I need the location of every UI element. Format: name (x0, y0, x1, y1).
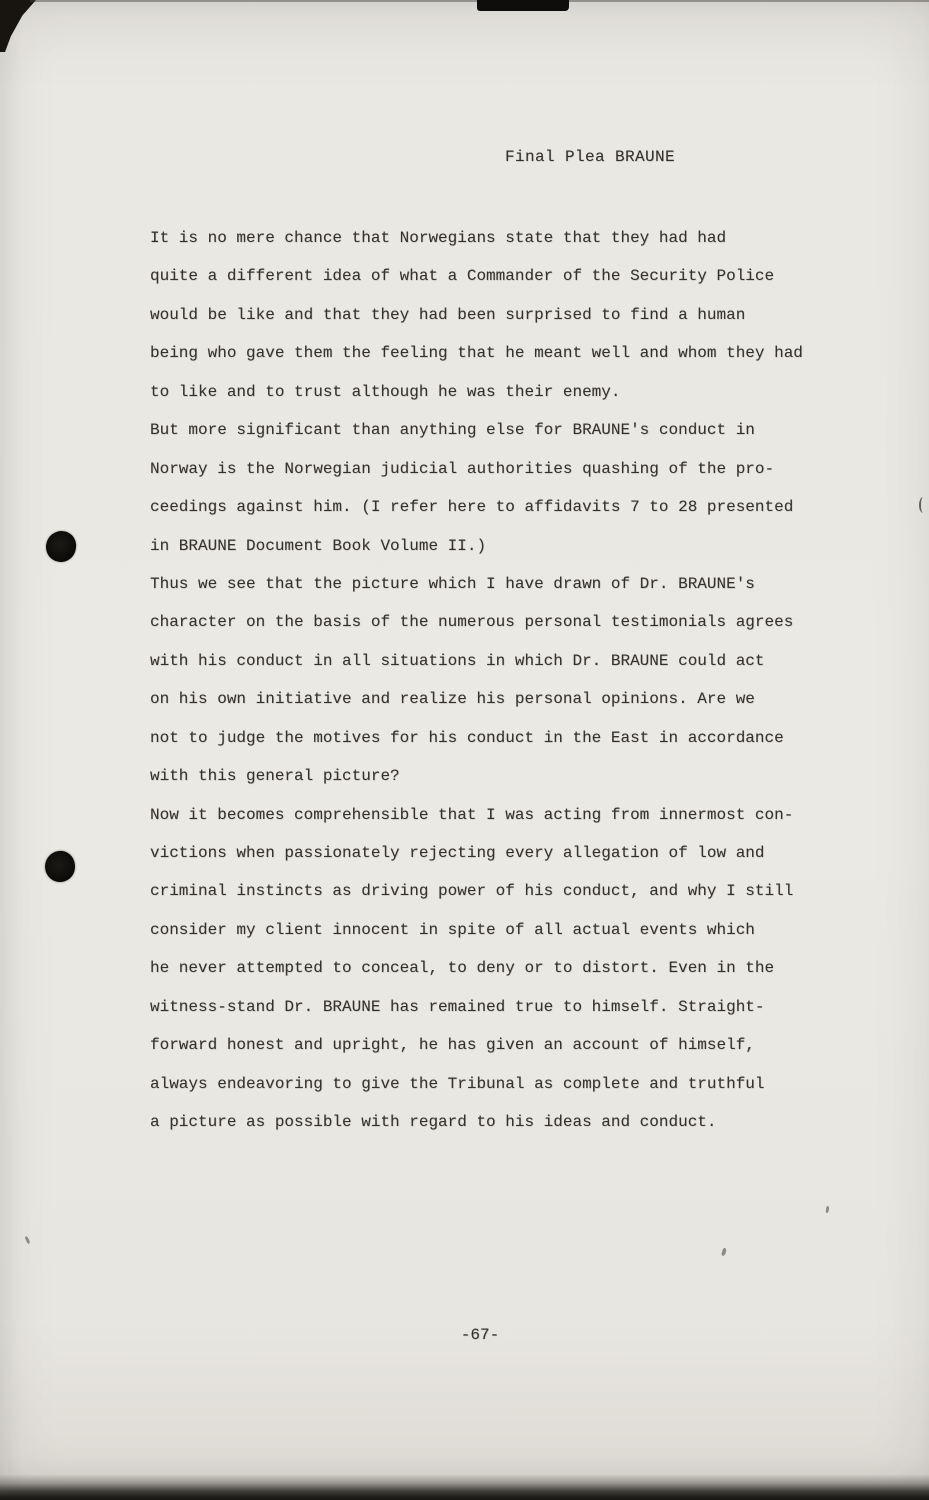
page-number: -67- (460, 1326, 500, 1344)
scan-artifact-top-left-corner (0, 0, 36, 52)
text-line: victions when passionately rejecting every allegation of low and (150, 844, 765, 862)
text-line: quite a different idea of what a Commander of the Security Police (150, 267, 775, 286)
text-line: not to judge the motives for his conduct in the East in accordance (150, 728, 784, 747)
text-line: witness-stand Dr. BRAUNE has remained true to himself. Straight- (150, 997, 765, 1016)
text-line: Now it becomes comprehensible that I was acting from innermost con- (150, 805, 794, 824)
hole-punch-top (44, 529, 78, 564)
text-line: to like and to trust although he was their enemy. (150, 382, 621, 401)
text-line: But more significant than anything else for BRAUNE's conduct in (150, 421, 755, 440)
text-line: he never attempted to conceal, to deny or to distort. Even in the (150, 959, 775, 978)
text-line: with his conduct in all situations in which Dr. BRAUNE could act (150, 651, 765, 670)
scan-speck (825, 1206, 829, 1213)
text-line: forward honest and upright, he has given an account of himself, (150, 1036, 755, 1055)
text-line: being who gave them the feeling that he meant well and whom they had (150, 344, 803, 363)
text-line: Thus we see that the picture which I have drawn of Dr. BRAUNE's (150, 574, 755, 593)
document-title: Final Plea BRAUNE (505, 148, 676, 166)
text-line: a picture as possible with regard to his ideas and conduct. (150, 1113, 717, 1132)
hole-punch-bottom (43, 850, 76, 884)
scan-artifact-top-center-bar (477, 0, 569, 11)
text-line: consider my client innocent in spite of all actual events which (150, 920, 755, 939)
text-line: Norway is the Norwegian judicial authorities quashing of the pro- (150, 459, 775, 478)
scan-artifact-right-edge (919, 497, 927, 513)
document-body (150, 219, 830, 1142)
text-line: in BRAUNE Document Book Volume II.) (150, 536, 487, 555)
text-line: character on the basis of the numerous personal testimonials agrees (150, 613, 794, 632)
text-line: on his own initiative and realize his personal opinions. Are we (150, 690, 755, 709)
text-line: with this general picture? (150, 767, 400, 786)
scan-speck (721, 1248, 727, 1257)
text-line: criminal instincts as driving power of his conduct, and why I still (150, 882, 794, 901)
scan-edge-bottom (0, 1474, 929, 1500)
text-line: always endeavoring to give the Tribunal as complete and truthful (150, 1074, 765, 1093)
text-line: would be like and that they had been surprised to find a human (150, 305, 746, 324)
text-line: It is no mere chance that Norwegians state that they had had (150, 229, 727, 247)
text-line: ceedings against him. (I refer here to affidavits 7 to 28 presented (150, 498, 794, 517)
scan-speck (25, 1236, 31, 1245)
